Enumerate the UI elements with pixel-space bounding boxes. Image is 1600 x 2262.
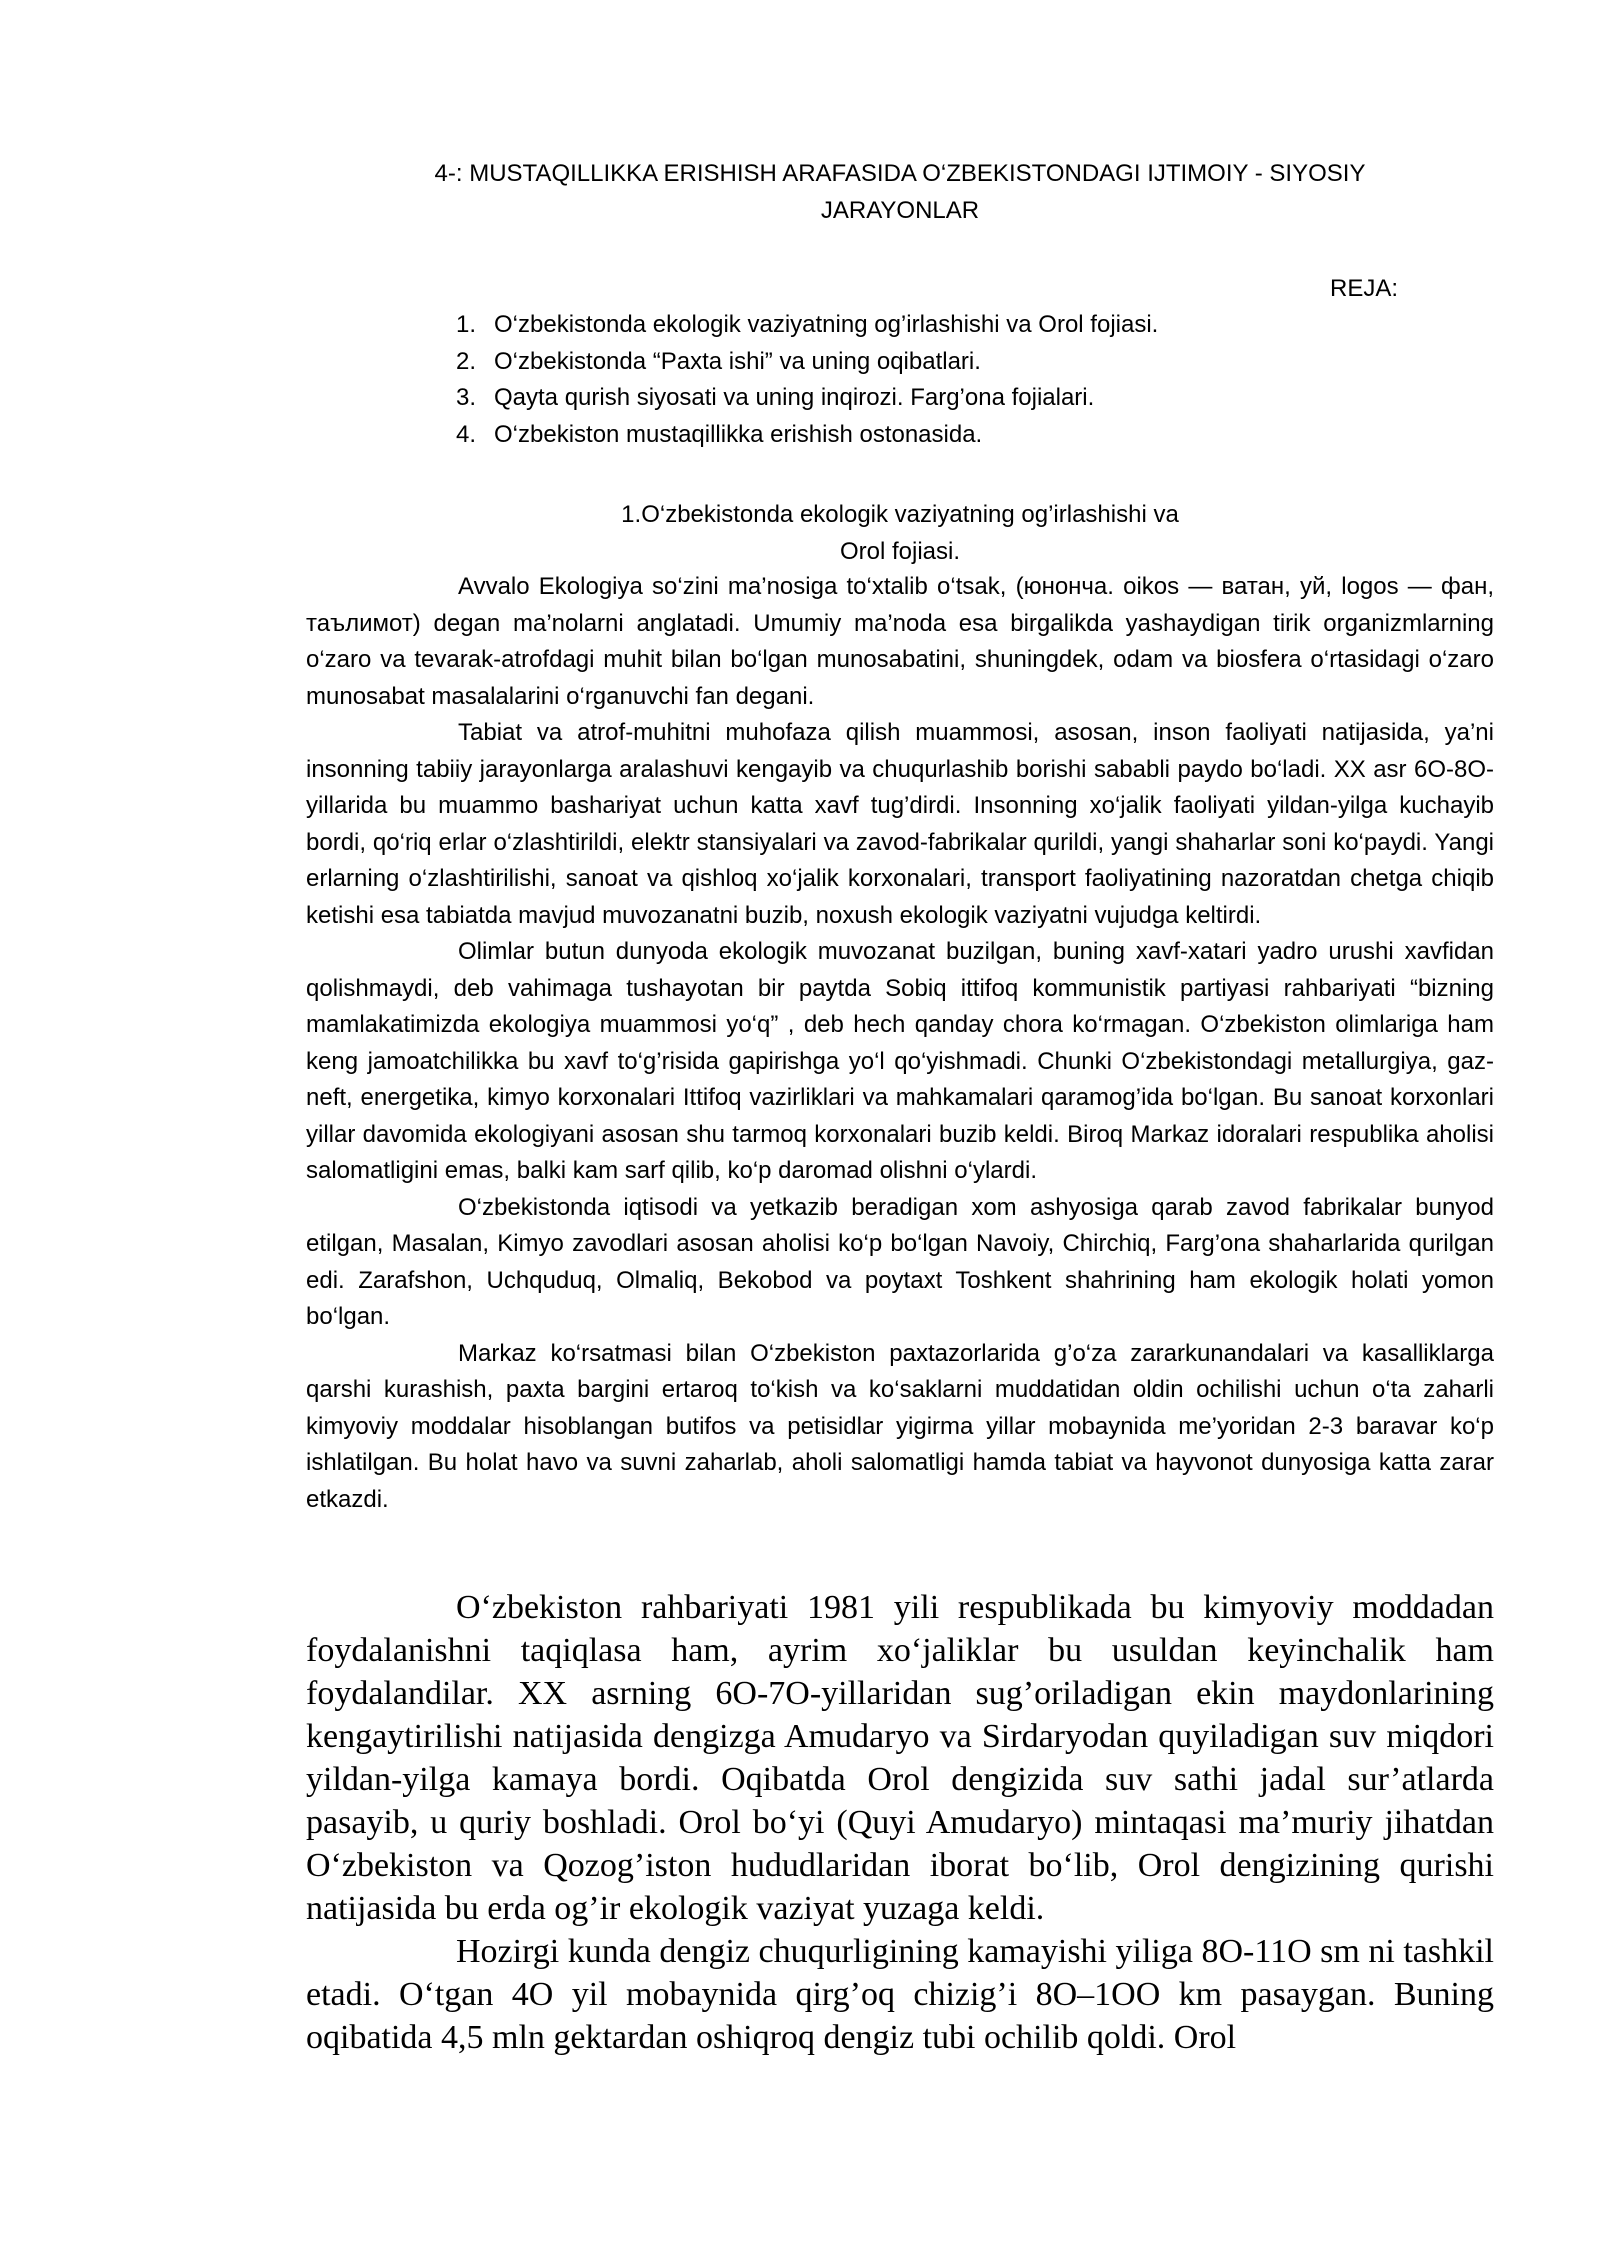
plan-heading: REJA: (1329, 275, 1398, 302)
plan-item (456, 380, 1158, 417)
plan-item-number: 1. (456, 311, 477, 338)
paragraph: Markaz ko‘rsatmasi bilan O‘zbekiston paxtazorlarida g’o‘za zararkunandalari va kasalliklarga qarshi kurashish, paxta bargini ertaroq to‘kish va ko‘saklarni muddatidan oldin ochilishi uchun o‘ta zaharli kimyoviy moddalar hisoblangan butifos va petisidlar yigirma yillar mobaynida me’yoridan 2-3 baravar ko‘p ishlatilgan. Bu holat havo va suvni zaharlab, aholi salomatligi hamda tabiat va hayvonot dunyosiga katta zarar etkazdi. (306, 1339, 1494, 1513)
paragraph: Hozirgi kunda dengiz chuqurligining kamayishi yiliga 8O-11O sm ni tashkil etadi. O‘tgan 4O yil mobaynida qirg’oq chizig’i 8O–1OO km pasaygan. Buning oqibatida 4,5 mln gektardan oshiqroq dengiz tubi ochilib qoldi. Orol (306, 1933, 1494, 2056)
paragraph: O‘zbekistonda iqtisodi va yetkazib beradigan xom ashyosiga qarab zavod fabrikalar bunyod etilgan, Masalan, Kimyo zavodlari asosan aholisi ko‘p bo‘lgan Navoiy, Chirchiq, Farg’ona shaharlarida qurilgan edi. Zarafshon, Uchquduq, Olmaliq, Bekobod va poytaxt Toshkent shahrining ham ekologik holati yomon bo‘lgan. (306, 1193, 1494, 1330)
section-title-line-1: 1.O‘zbekistonda ekologik vaziyatning og’irlashishi va (621, 501, 1179, 528)
plan-item-number: 4. (456, 420, 477, 448)
plan-item (456, 344, 1158, 381)
plan-item-text: O‘zbekistonda ekologik vaziyatning og’irlashishi va Orol fojiasi. (494, 311, 1159, 338)
plan-item-text: O‘zbekiston mustaqillikka erishish ostonasida. (494, 420, 983, 448)
plan-item-number: 3. (456, 384, 477, 411)
section-title-line-2: Orol fojiasi. (839, 537, 961, 565)
paragraph: O‘zbekiston rahbariyati 1981 yili respublikada bu kimyoviy moddadan foydalanishni taqiqlasa ham, ayrim xo‘jaliklar bu usuldan keyinchalik ham foydalandilar. XX asrning 6O-7O-yillaridan sug’oriladigan ekin maydonlarining kengaytirilishi natijasida dengizga Amudaryo va Sirdaryodan quyiladigan suv miqdori yildan-yilga kamaya bordi. Oqibatda Orol dengizida suv sathi jadal sur’atlarda pasayib, u quriy boshladi. Orol bo‘yi (Quyi Amudaryo) mintaqasi ma’muriy jihatdan O‘zbekiston va Qozog’iston hududlaridan iborat bo‘lib, Orol dengizining qurishi natijasida bu erda og’ir ekologik vaziyat yuzaga keldi. (306, 1589, 1494, 1927)
plan-item (456, 417, 1158, 454)
section-title (306, 497, 1494, 570)
body-text-sans (306, 569, 1494, 1518)
plan-list (456, 307, 1158, 453)
document-title (306, 155, 1494, 229)
plan-item-text: O‘zbekistonda “Paxta ishi” va uning oqibatlari. (494, 347, 981, 375)
paragraph: Avvalo Ekologiya so‘zini ma’nosiga to‘xtalib o‘tsak, (юнонча. oikos — ватан, уй, logos — фан, таълимот) degan ma’nolarni anglatadi. Umumiy ma’noda esa birgalikda yashaydigan tirik organizmlarning o‘zaro va tevarak-atrofdagi muhit bilan bo‘lgan munosabatini, shuningdek, odam va biosfera o‘rtasidagi o‘zaro munosabat masalalarini o‘rganuvchi fan degani. (306, 573, 1494, 710)
body-text-serif (306, 1586, 1494, 2059)
paragraph: Olimlar butun dunyoda ekologik muvozanat buzilgan, buning xavf-xatari yadro urushi xavfidan qolishmaydi, deb vahimaga tushayotan bir paytda Sobiq ittifoq kommunistik partiyasi rahbariyati “bizning mamlakatimizda ekologiya muammosi yo‘q” , deb hech qanday chora ko‘rmagan. O‘zbekiston olimlariga ham keng jamoatchilikka bu xavf to‘g’risida gapirishga yo‘l qo‘yishmadi. Chunki O‘zbekistondagi metallurgiya, gaz-neft, energetika, kimyo korxonalari Ittifoq vazirliklari va mahkamalari qaramog’ida bo‘lgan. Bu sanoat korxonlari yillar davomida ekologiyani asosan shu tarmoq korxonalari buzib keldi. Biroq Markaz idoralari respublika aholisi salomatligini emas, balki kam sarf qilib, ko‘p daromad olishni o‘ylardi. (306, 938, 1494, 1184)
paragraph: Tabiat va atrof-muhitni muhofaza qilish muammosi, asosan, inson faoliyati natijasida, ya’ni insonning tabiiy jarayonlarga aralashuvi kengayib va chuqurlashib borishi sababli paydo bo‘ladi. XX asr 6O-8O-yillarida bu muammo bashariyat uchun katta xavf tug’dirdi. Insonning xo‘jalik faoliyati yildan-yilga kuchayib bordi, qo‘riq erlar o‘zlashtirildi, elektr stansiyalari va zavod-fabrikalar qurildi, yangi shaharlar soni ko‘paydi. Yangi erlarning o‘zlashtirilishi, sanoat va qishloq xo‘jalik korxonalari, transport faoliyatining nazoratdan chetga chiqib ketishi esa tabiatda mavjud muvozanatni buzib, noxush ekologik vaziyatni vujudga keltirdi. (306, 719, 1494, 929)
plan-item-number: 2. (456, 347, 477, 375)
plan-item-text: Qayta qurish siyosati va uning inqirozi. Farg’ona fojialari. (494, 384, 1095, 411)
title-line-1: 4-: MUSTAQILLIKKA ERISHISH ARAFASIDA O‘ZBEKISTONDAGI IJTIMOIY - SIYOSIY (434, 160, 1366, 187)
plan-item (456, 307, 1158, 344)
title-line-2: JARAYONLAR (820, 197, 980, 224)
